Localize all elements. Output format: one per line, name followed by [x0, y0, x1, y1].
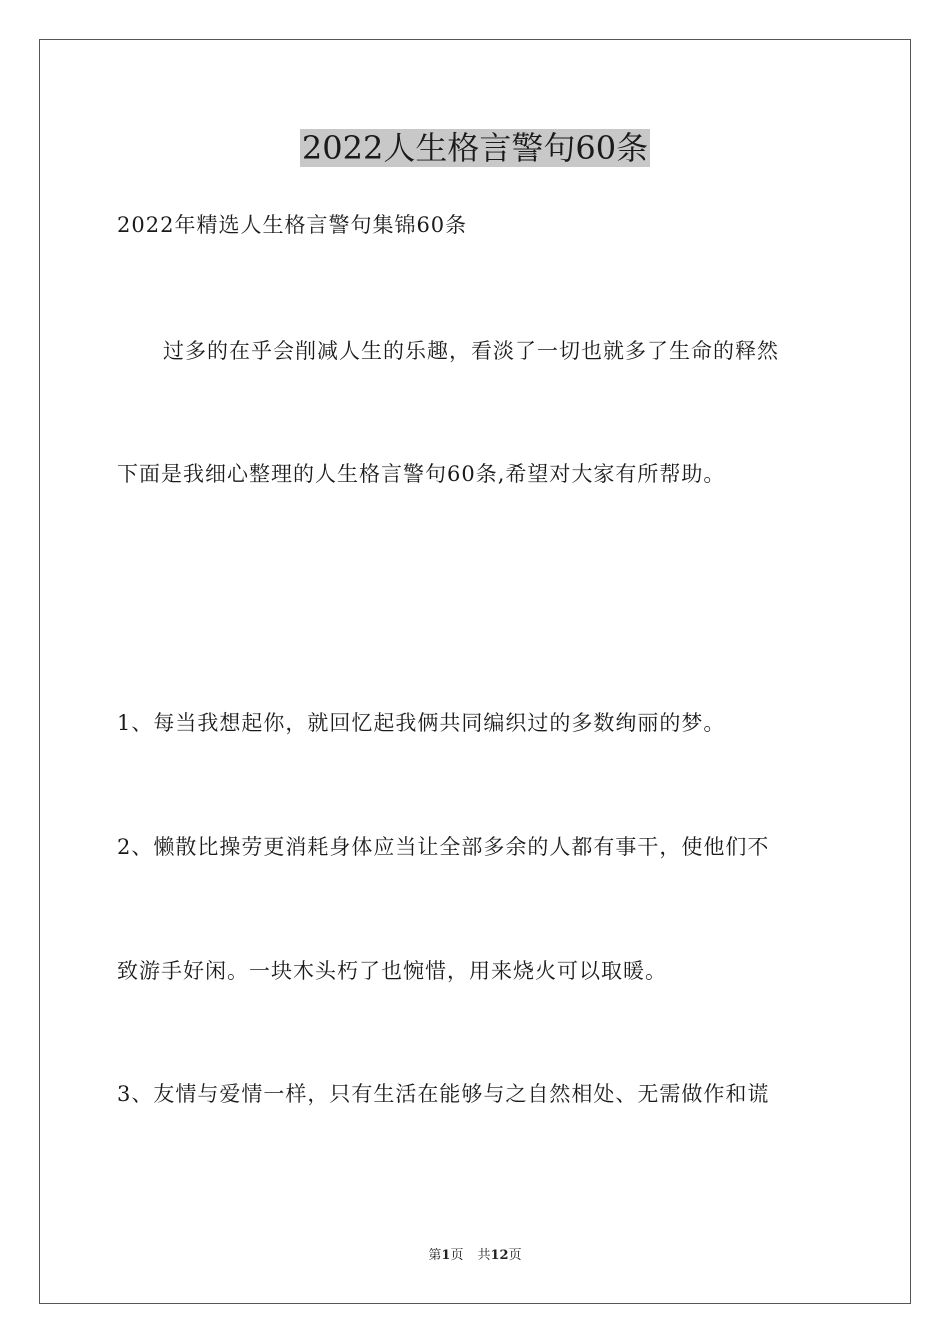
total-prefix: 共: [477, 1248, 491, 1263]
page-suffix: 页: [450, 1248, 464, 1263]
total-pages: 12: [490, 1248, 509, 1263]
subtitle-line: 2022年精选人生格言警句集锦60条: [117, 213, 468, 237]
page-footer: [0, 1247, 950, 1265]
title-text: 2022人生格言警句60条: [301, 129, 649, 167]
quote-line: 3、友情与爱情一样，只有生活在能够与之自然相处、无需做作和谎: [117, 1082, 770, 1106]
document-title: [0, 126, 950, 170]
quote-line: 1、每当我想起你，就回忆起我俩共同编织过的多数绚丽的梦。: [117, 711, 726, 735]
page-number: 1: [441, 1248, 451, 1263]
quote-line: 致游手好闲。一块木头朽了也惋惜，用来烧火可以取暖。: [117, 959, 667, 983]
intro-paragraph-line: 下面是我细心整理的人生格言警句60条,希望对大家有所帮助。: [117, 462, 726, 486]
total-suffix: 页: [508, 1248, 522, 1263]
quote-line: 2、懒散比操劳更消耗身体应当让全部多余的人都有事干，使他们不: [117, 835, 770, 859]
intro-paragraph-line: 过多的在乎会削减人生的乐趣，看淡了一切也就多了生命的释然: [163, 339, 779, 363]
page-prefix: 第: [428, 1248, 442, 1263]
